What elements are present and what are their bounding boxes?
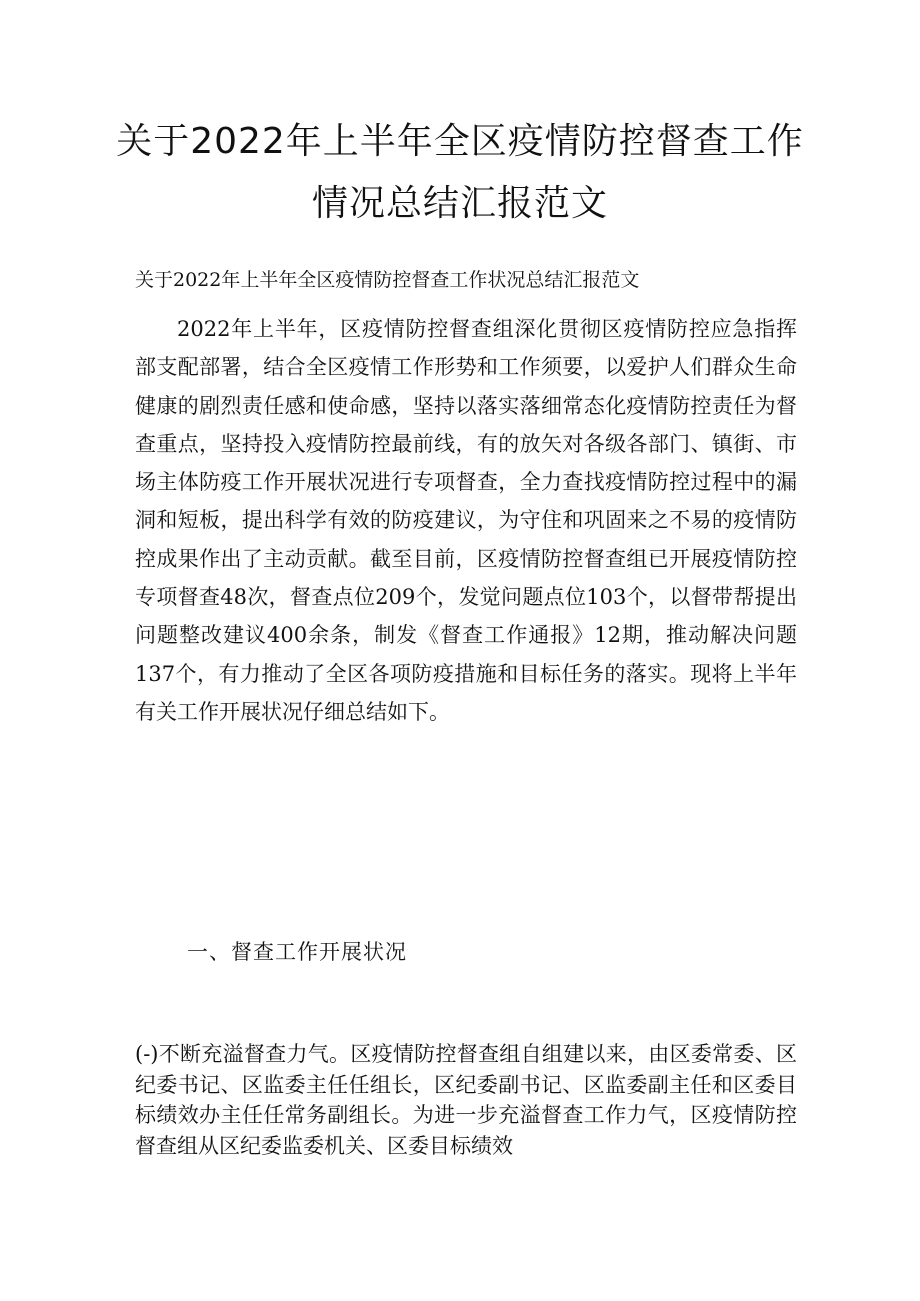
body-paragraph-1: 2022年上半年，区疫情防控督查组深化贯彻区疫情防控应急指挥部支配部署，结合全区疫情工作形势和工作须要，以爱护人们群众生命健康的剧烈责任感和使命感，坚持以落实落细常态化疫情防控责任为督查重点，坚持投入疫情防控最前线，有的放矢对各级各部门、镇街、市场主体防疫工作开展状况进行专项督查，全力查找疫情防控过程中的漏洞和短板，提出科学有效的防疫建议，为守住和巩固来之不易的疫情防控成果作出了主动贡献。截至目前，区疫情防控督查组已开展疫情防控专项督查48次，督查点位209个，发觉问题点位103个，以督带帮提出问题整改建议400余条，制发《督查工作通报》12期，推动解决问题137个，有力推动了全区各项防疫措施和目标任务的落实。现将上半年有关工作开展状况仔细总结如下。 [135, 317, 797, 724]
section-heading: 一、督查工作开展状况 [187, 940, 407, 964]
document-title-line-2: 情况总结汇报范文 [311, 183, 608, 224]
body-paragraph-2: (-)不断充溢督查力气。区疫情防控督查组自组建以来，由区委常委、区纪委书记、区监委主任任组长，区纪委副书记、区监委副主任和区委目标绩效办主任任常务副组长。为进一步充溢督查工作力气，区疫情防控督查组从区纪委监委机关、区委目标绩效 [135, 1042, 797, 1158]
document-title-line-1: 关于2022年上半年全区疫情防控督查工作 [116, 121, 804, 162]
document-subtitle: 关于2022年上半年全区疫情防控督查工作状况总结汇报范文 [135, 269, 640, 291]
